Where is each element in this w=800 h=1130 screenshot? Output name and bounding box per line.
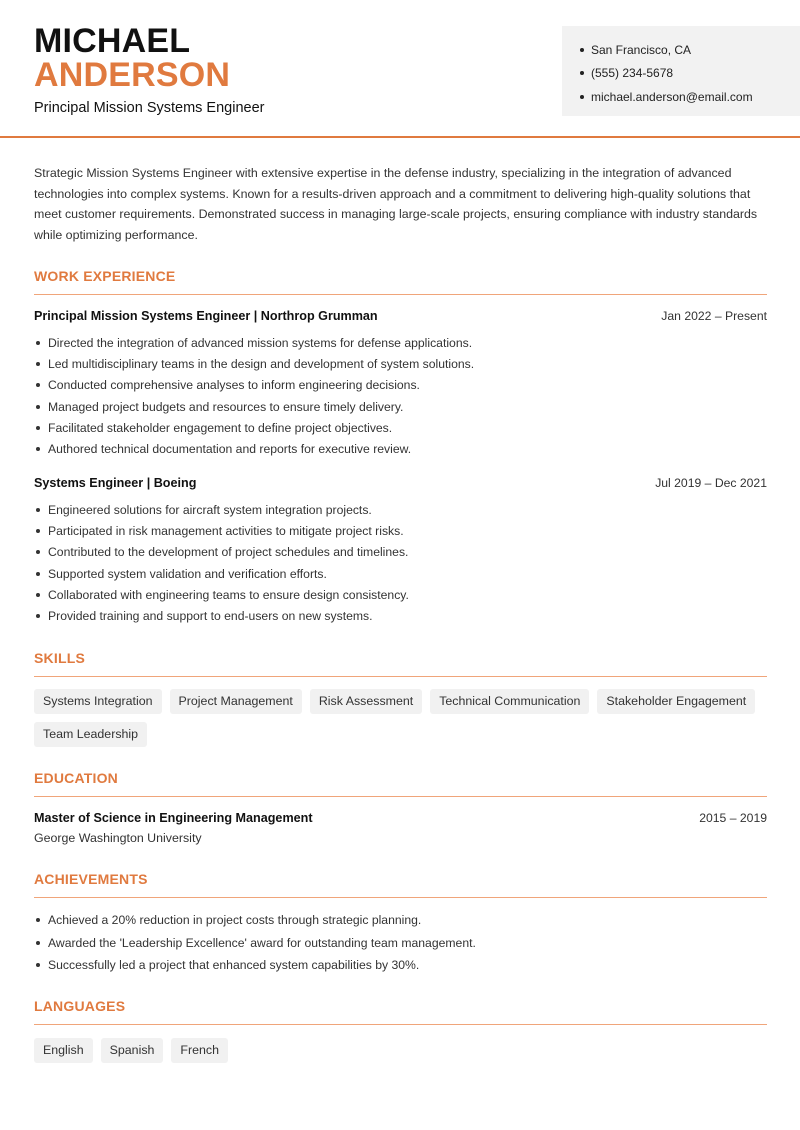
bullet-text: Achieved a 20% reduction in project costs through strategic planning. <box>48 913 422 928</box>
bullet-icon <box>580 95 584 99</box>
skill-tag: Team Leadership <box>34 722 147 747</box>
list-item <box>34 396 767 417</box>
bullet-icon <box>36 383 40 387</box>
achievement-bullets <box>34 909 767 977</box>
list-item <box>34 520 767 541</box>
skill-tag: Technical Communication <box>430 689 589 714</box>
bullet-text: Led multidisciplinary teams in the design and development of system solutions. <box>48 356 475 371</box>
list-item <box>34 499 767 520</box>
list-item <box>34 438 767 459</box>
list-item <box>34 332 767 353</box>
job-title-company: Principal Mission Systems Engineer | Northrop Grumman <box>34 309 378 323</box>
bullet-icon <box>36 341 40 345</box>
bullet-icon <box>580 71 584 75</box>
bullet-icon <box>36 918 40 922</box>
bullet-text: Facilitated stakeholder engagement to define project objectives. <box>48 420 393 435</box>
bullet-text: Directed the integration of advanced mission systems for defense applications. <box>48 335 473 350</box>
job-dates: Jul 2019 – Dec 2021 <box>655 476 767 490</box>
resume-header <box>0 0 800 138</box>
bullet-text: Awarded the 'Leadership Excellence' award for outstanding team management. <box>48 935 476 950</box>
education-entry-header <box>34 811 767 825</box>
bullet-text: Provided training and support to end-users on new systems. <box>48 609 373 624</box>
skill-tag: Systems Integration <box>34 689 162 714</box>
contact-email[interactable] <box>580 85 800 109</box>
section-divider <box>34 676 767 677</box>
bullet-icon <box>36 593 40 597</box>
list-item <box>34 417 767 438</box>
bullet-text: Supported system validation and verification efforts. <box>48 566 327 581</box>
bullet-text: Conducted comprehensive analyses to inform engineering decisions. <box>48 378 420 393</box>
bullet-icon <box>36 963 40 967</box>
skills-heading: SKILLS <box>34 650 85 666</box>
list-item <box>34 605 767 626</box>
list-item <box>34 542 767 563</box>
list-item <box>34 909 767 932</box>
last-name: ANDERSON <box>34 56 231 94</box>
language-tag: French <box>171 1038 228 1063</box>
bullet-icon <box>36 572 40 576</box>
section-divider <box>34 294 767 295</box>
bullet-icon <box>36 508 40 512</box>
phone-text: (555) 234-5678 <box>591 66 674 81</box>
language-tag: Spanish <box>101 1038 164 1063</box>
job-bullets <box>34 332 767 460</box>
job-entry-header <box>34 309 767 323</box>
bullet-icon <box>36 529 40 533</box>
language-tags <box>34 1038 767 1063</box>
list-item <box>34 584 767 605</box>
list-item <box>34 375 767 396</box>
languages-heading: LANGUAGES <box>34 998 126 1014</box>
bullet-text: Participated in risk management activities to mitigate project risks. <box>48 523 404 538</box>
skill-tag: Risk Assessment <box>310 689 422 714</box>
bullet-text: Successfully led a project that enhanced system capabilities by 30%. <box>48 958 420 973</box>
school-name: George Washington University <box>34 831 202 845</box>
bullet-text: Authored technical documentation and reports for executive review. <box>48 442 412 457</box>
contact-box <box>562 26 800 116</box>
achievements-heading: ACHIEVEMENTS <box>34 871 148 887</box>
list-item <box>34 954 767 977</box>
work-experience-heading: WORK EXPERIENCE <box>34 268 176 284</box>
section-divider <box>34 796 767 797</box>
list-item <box>34 353 767 374</box>
contact-location <box>580 38 800 62</box>
bullet-text: Collaborated with engineering teams to ensure design consistency. <box>48 587 409 602</box>
skill-tag: Project Management <box>170 689 302 714</box>
summary-text: Strategic Mission Systems Engineer with extensive expertise in the defense industry, specializing in the integration of advanced technologies into complex systems. Known for a results-driven approach and a commitment to delivering high-quality solutions that meet customer requirements. Demonstrated success in managing large-scale projects, ensuring compliance with industry standards while optimizing performance. <box>34 166 758 243</box>
list-item <box>34 563 767 584</box>
bullet-icon <box>36 941 40 945</box>
contact-phone <box>580 62 800 86</box>
job-title: Principal Mission Systems Engineer <box>34 100 265 116</box>
job-dates: Jan 2022 – Present <box>661 309 767 323</box>
education-dates: 2015 – 2019 <box>699 811 767 825</box>
bullet-text: Managed project budgets and resources to ensure timely delivery. <box>48 399 404 414</box>
bullet-icon <box>580 48 584 52</box>
degree-title: Master of Science in Engineering Management <box>34 811 313 825</box>
section-divider <box>34 897 767 898</box>
language-tag: English <box>34 1038 93 1063</box>
bullet-icon <box>36 426 40 430</box>
education-heading: EDUCATION <box>34 770 118 786</box>
email-text[interactable]: michael.anderson@email.com <box>591 89 753 104</box>
bullet-icon <box>36 362 40 366</box>
bullet-icon <box>36 614 40 618</box>
bullet-text: Engineered solutions for aircraft system integration projects. <box>48 502 372 517</box>
list-item <box>34 932 767 955</box>
location-text: San Francisco, CA <box>591 42 692 57</box>
skill-tag: Stakeholder Engagement <box>597 689 755 714</box>
section-divider <box>34 1024 767 1025</box>
job-bullets <box>34 499 767 627</box>
bullet-icon <box>36 405 40 409</box>
job-title-company: Systems Engineer | Boeing <box>34 476 197 490</box>
bullet-text: Contributed to the development of project schedules and timelines. <box>48 545 409 560</box>
bullet-icon <box>36 550 40 554</box>
job-entry-header <box>34 476 767 490</box>
skills-tags <box>34 689 767 747</box>
first-name: MICHAEL <box>34 22 191 60</box>
bullet-icon <box>36 447 40 451</box>
